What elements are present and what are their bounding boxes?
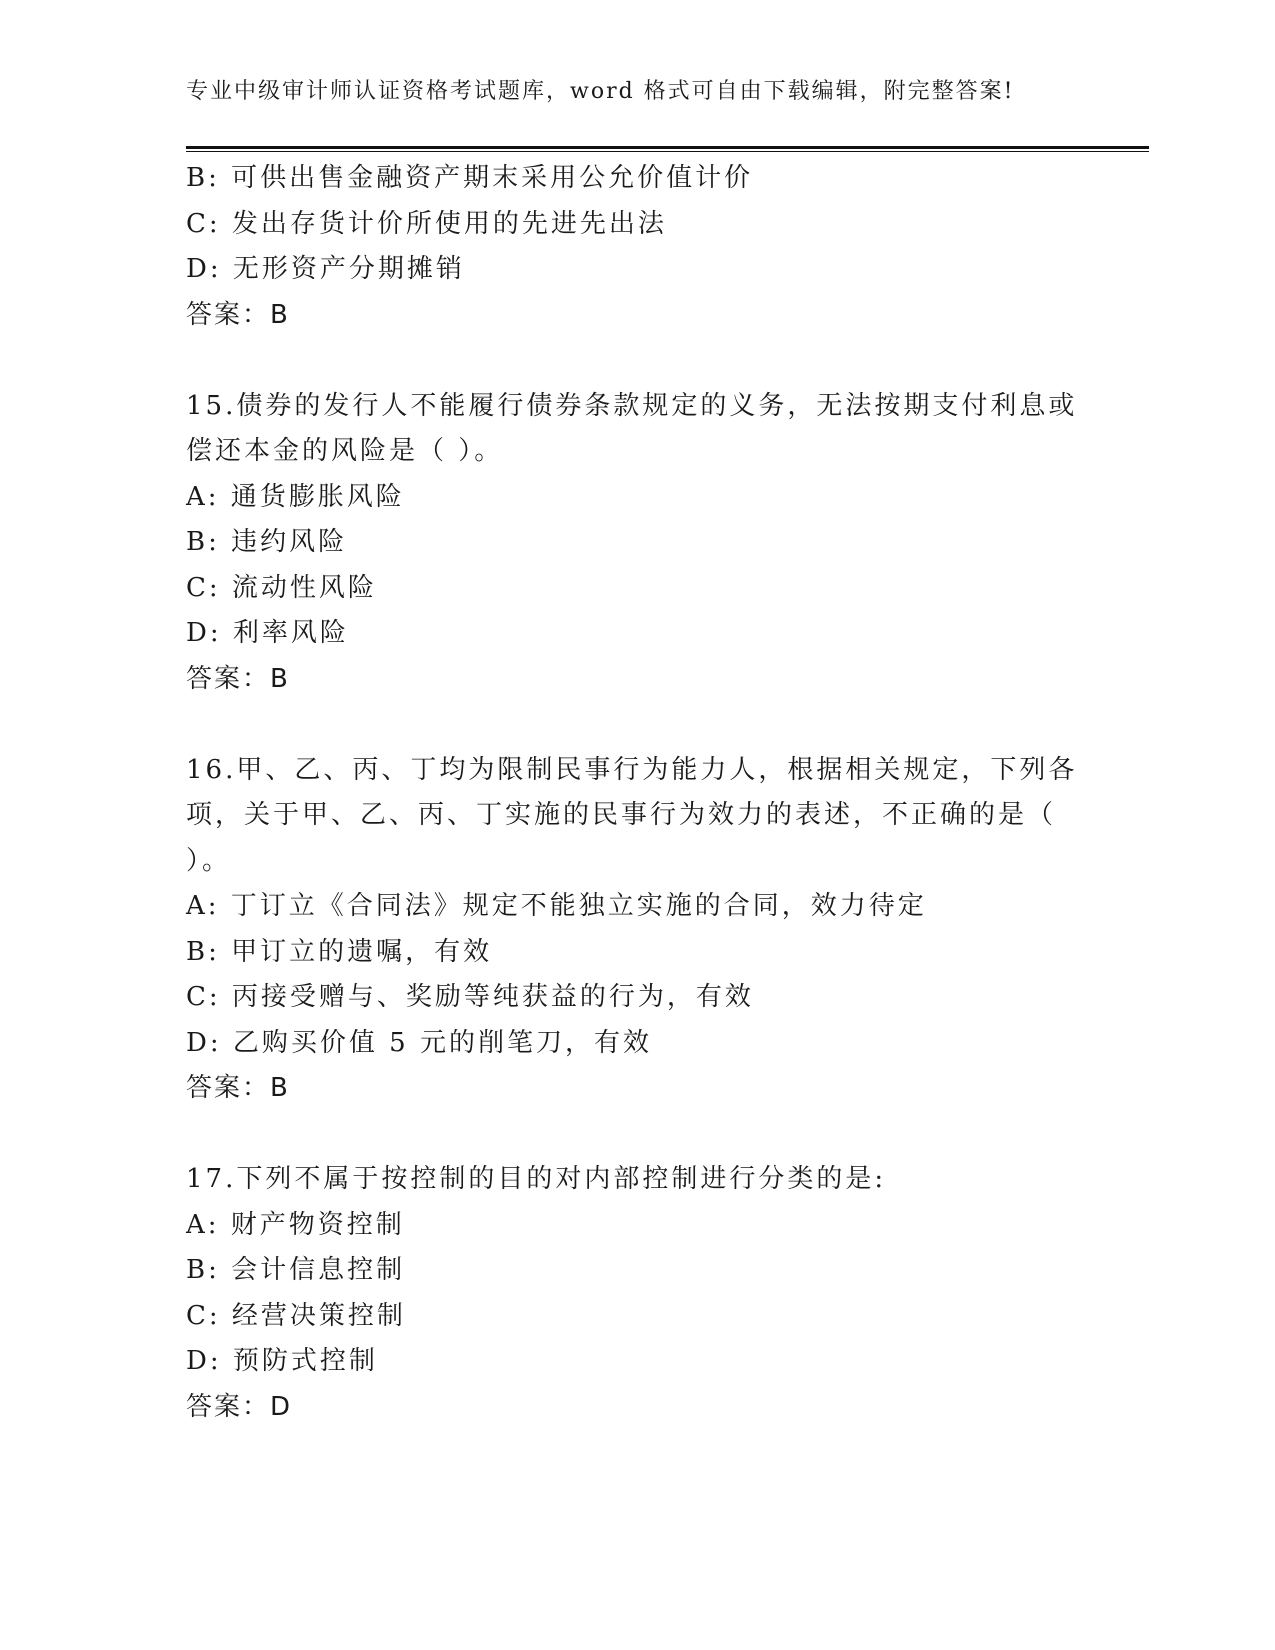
answer-line: 答案：D [186,1391,293,1422]
option-a: A: 丁订立《合同法》规定不能独立实施的合同，效力待定 [186,891,927,921]
prev-question-block [186,156,1106,338]
option-b: B: 甲订立的遗嘱，有效 [186,936,493,967]
question-16 [186,748,1106,1112]
header-divider-thin [186,151,1149,152]
question-stem: 偿还本金的风险是（ ）。 [186,436,504,466]
question-stem: ）。 [186,845,232,876]
option-c: C: 经营决策控制 [186,1300,406,1331]
question-stem: 16.甲、乙、丙、丁均为限制民事行为能力人，根据相关规定，下列各 [186,754,1078,785]
question-17 [186,1157,1106,1430]
option-c: C: 丙接受赠与、奖励等纯获益的行为，有效 [186,982,754,1012]
option-c: C: 发出存货计价所使用的先进先出法 [186,208,667,239]
answer-line: 答案：B [186,299,290,330]
question-stem: 项，关于甲、乙、丙、丁实施的民事行为效力的表述，不正确的是（ [186,800,1057,830]
question-stem: 17.下列不属于按控制的目的对内部控制进行分类的是: [186,1164,887,1194]
option-b: B: 违约风险 [186,527,348,557]
option-d: D: 利率风险 [186,618,349,648]
option-b: B: 会计信息控制 [186,1255,406,1285]
option-d: D: 预防式控制 [186,1346,378,1376]
option-b: B: 可供出售金融资产期末采用公允价值计价 [186,163,754,193]
answer-line: 答案：B [186,1073,290,1103]
header-divider-thick [186,146,1149,149]
option-a: A: 通货膨胀风险 [186,481,405,512]
page-header-title: 专业中级审计师认证资格考试题库，word 格式可自由下载编辑，附完整答案! [186,79,1015,104]
option-c: C: 流动性风险 [186,572,377,603]
option-d: D: 乙购买价值 5 元的削笔刀，有效 [186,1027,652,1058]
question-15 [186,384,1106,703]
option-d: D: 无形资产分期摊销 [186,254,465,284]
answer-line: 答案：B [186,663,290,694]
option-a: A: 财产物资控制 [186,1209,405,1240]
question-list [186,156,1106,1430]
question-stem: 15.债券的发行人不能履行债券条款规定的义务，无法按期支付利息或 [186,390,1078,421]
